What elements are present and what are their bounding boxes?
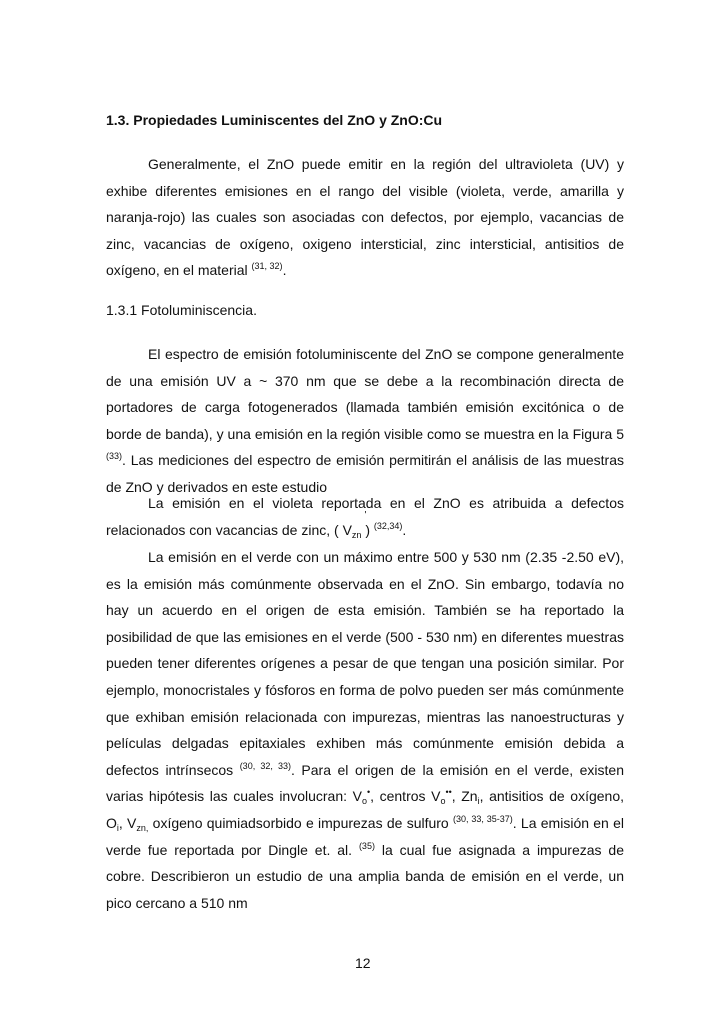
- paragraph-violet-emission: [106, 490, 624, 543]
- citation-ref: (32,34): [373, 520, 403, 531]
- paragraph-end: .: [402, 521, 407, 538]
- paragraph-text: , Zn: [451, 788, 478, 805]
- paragraph-text: El espectro de emisión fotoluminiscente del ZnO se compone generalmente de una emisión UV a ~ 370 nm que se debe a la recombinación directa de portadores de carga fotogenerados (llamada también emisión excitónica o de borde de banda), y una emisión en la región visible como se muestra en la Figura 5: [106, 346, 624, 442]
- paragraph-green-emission: [106, 544, 624, 916]
- paragraph-text: La emisión en el violeta reportada en el ZnO es atribuida a defectos relacionados con vacancias de zinc, ( V: [106, 495, 624, 538]
- paragraph-text: La emisión en el verde con un máximo entre 500 y 530 nm (2.35 -2.50 eV), es la emisión más comúnmente observada en el ZnO. Sin embargo, todavía no hay un acuerdo en el origen de esta emisión. También se ha reportado la posibilidad de que las emisiones en el verde (500 - 530 nm) en diferentes muestras pueden tener diferentes orígenes a pesar de que tengan una posición similar. Por ejemplo, monocristales y fósforos en forma de polvo pueden ser más comúnmente que exhiban emisión relacionada con impurezas, mientras las nanoestructuras y películas delgadas epitaxiales exhiben más comúnmente emisión debida a defectos intrínsecos: [106, 549, 624, 778]
- paragraph-text: , centros V: [370, 788, 441, 805]
- paragraph-text: , V: [118, 814, 137, 831]
- citation-ref: (33): [106, 451, 123, 462]
- paragraph-text: . La emisión en el verde fue reportada por Dingle et. al.: [106, 814, 625, 858]
- paragraph-text-continued: . Las mediciones del espectro de emisión permitirán el análisis de las muestras de ZnO y derivados en este estudio: [106, 452, 624, 495]
- superscript-dots: ••: [445, 787, 452, 798]
- paragraph-text: oxígeno quimiadsorbido e impurezas de sulfuro: [148, 814, 453, 831]
- paragraph-text: . Para el origen de la emisión en el verde, existen varias hipótesis las cuales involucran: V: [106, 761, 625, 805]
- paragraph-general-emission: [106, 151, 624, 284]
- subscript: i: [477, 796, 480, 807]
- citation-ref: (35): [358, 840, 375, 851]
- page-number: 12: [355, 955, 371, 971]
- paragraph-text: , antisitios de oxígeno, O: [106, 788, 624, 831]
- citation-ref: (30, 32, 33): [239, 760, 291, 771]
- superscript-dot: •: [366, 787, 371, 798]
- subsection-heading: 1.3.1 Fotoluminiscencia.: [106, 302, 257, 318]
- paragraph-photoluminescence: [106, 341, 624, 501]
- paragraph-text: la cual fue asignada a impurezas de cobre. Describieron un estudio de una amplia banda de emisión en el verde, un pico cercano a 510 nm: [106, 841, 624, 911]
- zinc-vacancy-symbol: [351, 509, 367, 544]
- subscript: zn,: [136, 822, 149, 833]
- paragraph-close: ): [361, 521, 374, 538]
- paragraph-text: Generalmente, el ZnO puede emitir en la región del ultravioleta (UV) y exhibe diferentes emisiones en el rango del visible (violeta, verde, amarilla y naranja-rojo) las cuales son asociadas con defectos, por ejemplo, vacancias de zinc, vacancias de oxígeno, oxigeno intersticial, zinc intersticial, antisitios de oxígeno, en el material: [106, 156, 624, 279]
- section-heading: 1.3. Propiedades Luminiscentes del ZnO y ZnO:Cu: [106, 112, 443, 128]
- citation-ref: (30, 33, 35-37): [452, 813, 513, 824]
- paragraph-end: .: [282, 262, 287, 279]
- prime-mark: ': [364, 509, 367, 521]
- subscript: i: [116, 822, 119, 833]
- citation-ref: (31, 32): [251, 261, 283, 272]
- subscript: o: [440, 796, 446, 807]
- subscript: o: [361, 796, 367, 807]
- subscript: zn: [351, 529, 362, 540]
